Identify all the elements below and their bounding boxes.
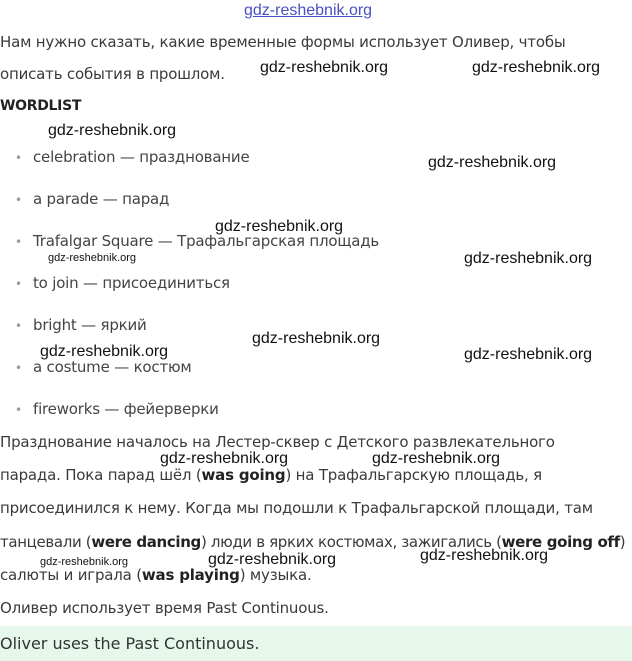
intro-line-2: описать события в прошлом. bbox=[0, 65, 225, 83]
watermark: gdz-reshebnik.org bbox=[160, 450, 289, 467]
watermark: gdz-reshebnik.org bbox=[215, 218, 344, 235]
wordlist-item: a parade — парад bbox=[33, 190, 170, 208]
bullet-icon: • bbox=[15, 319, 23, 333]
conclusion-text: Оливер использует время Past Continuous. bbox=[0, 599, 329, 617]
watermark[interactable]: gdz-reshebnik.org bbox=[244, 2, 373, 19]
wordlist-item: to join — присоединиться bbox=[33, 274, 230, 292]
watermark: gdz-reshebnik.org bbox=[260, 59, 389, 76]
wordlist-item: Trafalgar Square — Трафальгарская площадь bbox=[33, 232, 380, 250]
verb-highlight: were dancing bbox=[91, 533, 201, 551]
watermark: gdz-reshebnik.org bbox=[428, 154, 557, 171]
answer-box bbox=[0, 626, 632, 661]
wordlist-item: bright — яркий bbox=[33, 316, 147, 334]
watermark: gdz-reshebnik.org bbox=[472, 59, 601, 76]
translation-line-2: парада. Пока парад шёл (was going) на Трафальгарскую площадь, я bbox=[0, 466, 542, 484]
watermark: gdz-reshebnik.org bbox=[420, 547, 549, 564]
watermark: gdz-reshebnik.org bbox=[464, 250, 593, 267]
wordlist-title: WORDLIST bbox=[0, 98, 82, 114]
wordlist-item: fireworks — фейерверки bbox=[33, 400, 219, 418]
watermark: gdz-reshebnik.org bbox=[372, 450, 501, 467]
verb-highlight: were going off bbox=[501, 533, 620, 551]
bullet-icon: • bbox=[15, 235, 23, 249]
translation-line-1: Празднование началось на Лестер-сквер с Детского развлекательного bbox=[0, 433, 555, 451]
watermark: gdz-reshebnik.org bbox=[48, 122, 177, 139]
answer-text: Oliver uses the Past Continuous. bbox=[0, 634, 260, 653]
watermark: gdz-reshebnik.org bbox=[48, 252, 137, 264]
wordlist-item: celebration — празднование bbox=[33, 148, 250, 166]
bullet-icon: • bbox=[15, 361, 23, 375]
bullet-icon: • bbox=[15, 151, 23, 165]
bullet-icon: • bbox=[15, 193, 23, 207]
wordlist-item: a costume — костюм bbox=[33, 358, 192, 376]
verb-highlight: was playing bbox=[141, 566, 240, 584]
bullet-icon: • bbox=[15, 403, 23, 417]
watermark: gdz-reshebnik.org bbox=[40, 556, 129, 568]
watermark: gdz-reshebnik.org bbox=[208, 551, 337, 568]
bullet-icon: • bbox=[15, 277, 23, 291]
watermark: gdz-reshebnik.org bbox=[40, 343, 169, 360]
translation-line-4: танцевали (were dancing) люди в ярких костюмах, зажигались (were going off) bbox=[0, 533, 626, 551]
translation-line-3: присоединился к нему. Когда мы подошли к Трафальгарской площади, там bbox=[0, 499, 593, 517]
watermark: gdz-reshebnik.org bbox=[464, 346, 593, 363]
verb-highlight: was going bbox=[201, 466, 286, 484]
intro-line-1: Нам нужно сказать, какие временные формы использует Оливер, чтобы bbox=[0, 33, 566, 51]
watermark: gdz-reshebnik.org bbox=[252, 330, 381, 347]
translation-line-5: салюты и играла (was playing) музыка. bbox=[0, 566, 312, 584]
